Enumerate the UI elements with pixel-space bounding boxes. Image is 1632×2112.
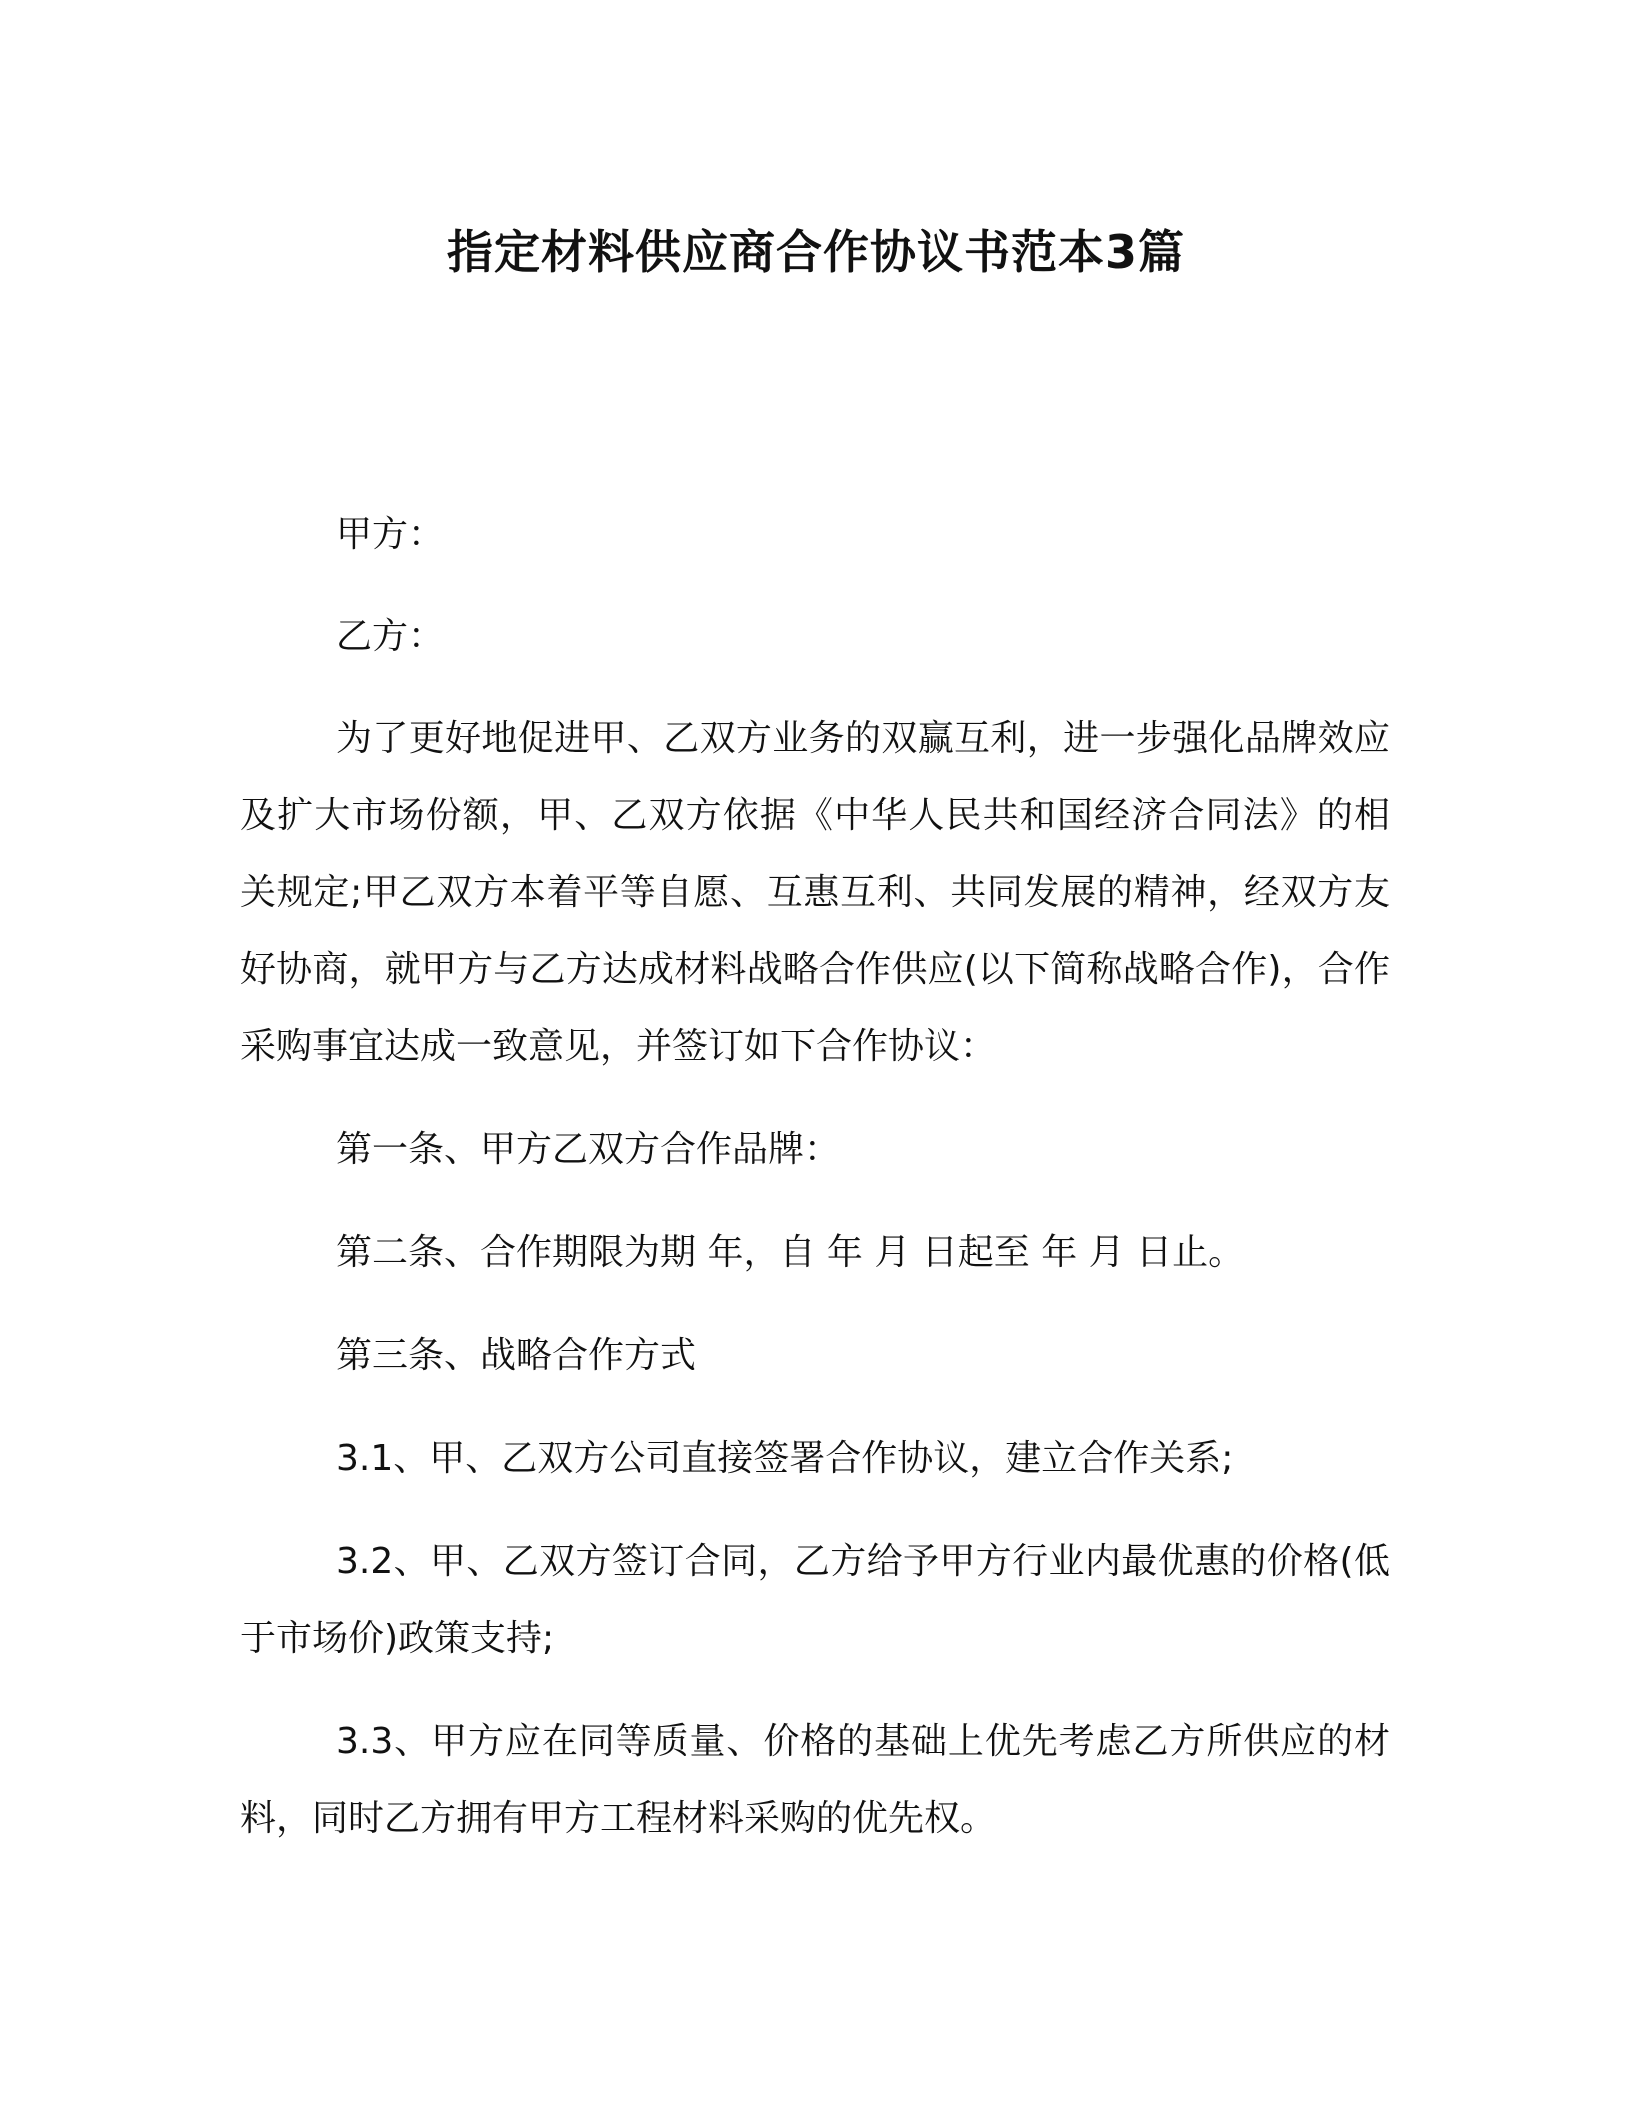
article-2: 第二条、合作期限为期 年，自 年 月 日起至 年 月 日止。 <box>336 1232 1245 1273</box>
document-title: 指定材料供应商合作协议书范本3篇 <box>446 225 1185 279</box>
article-1: 第一条、甲方乙双方合作品牌： <box>336 1129 841 1170</box>
clause-3-3: 3.3、甲方应在同等质量、价格的基础上优先考虑乙方所供应的材料，同时乙方拥有甲方工程材料采购的优先权。 <box>240 1721 1390 1839</box>
preamble-paragraph: 为了更好地促进甲、乙双方业务的双赢互利，进一步强化品牌效应及扩大市场份额，甲、乙双方依据《中华人民共和国经济合同法》的相关规定;甲乙双方本着平等自愿、互惠互利、共同发展的精神，经双方友好协商，就甲方与乙方达成材料战略合作供应(以下简称战略合作)，合作采购事宜达成一致意见，并签订如下合作协议： <box>240 718 1390 1067</box>
clause-3-1: 3.1、甲、乙双方公司直接签署合作协议，建立合作关系; <box>336 1438 1234 1479</box>
article-3-heading: 第三条、战略合作方式 <box>336 1335 697 1376</box>
document-body <box>240 496 1390 1883</box>
clause-3-2: 3.2、甲、乙双方签订合同，乙方给予甲方行业内最优惠的价格(低于市场价)政策支持; <box>240 1541 1390 1659</box>
party-a-line: 甲方： <box>336 514 445 555</box>
party-b-line: 乙方： <box>336 616 445 657</box>
